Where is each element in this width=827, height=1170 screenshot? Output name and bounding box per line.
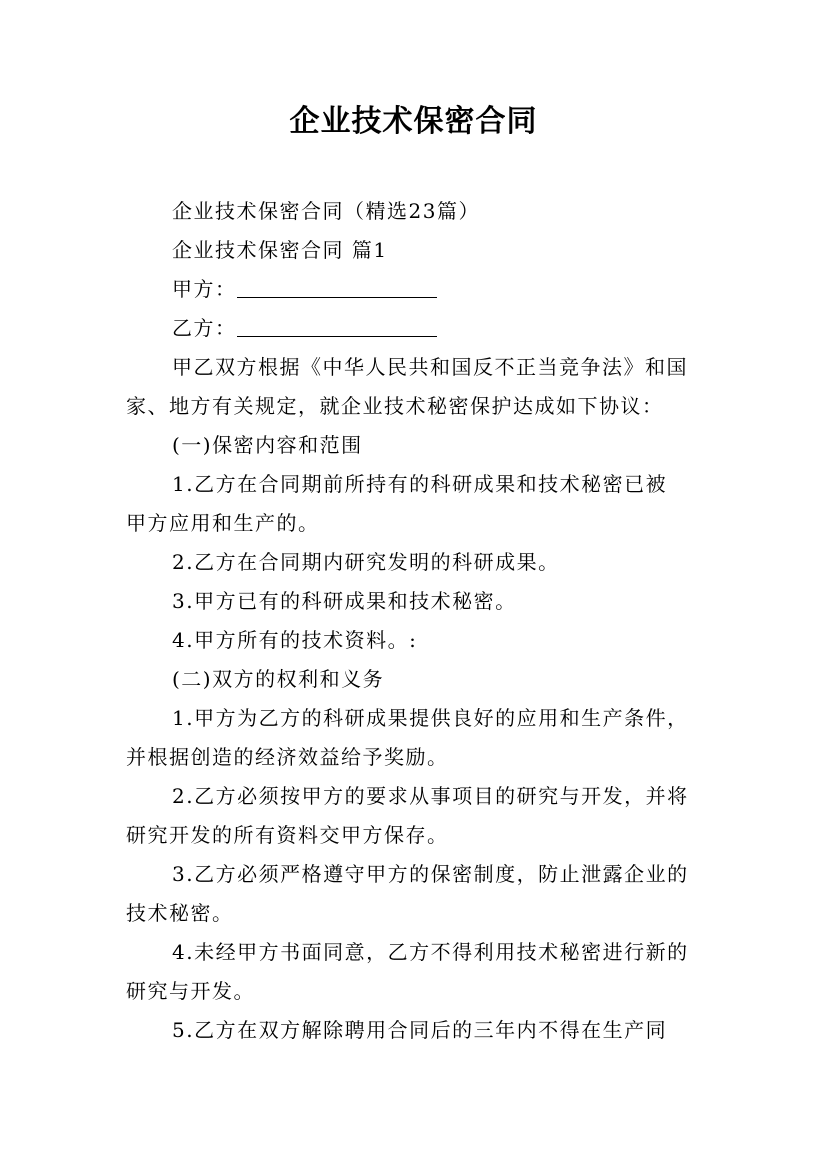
party-a-label: 甲方： (172, 277, 237, 301)
paragraph-line: 甲方应用和生产的。 (126, 511, 320, 535)
paragraph-line: 1.乙方在合同期前所持有的科研成果和技术秘密已被 (172, 472, 668, 496)
clause-heading: (二)双方的权利和义务 (172, 667, 385, 691)
paragraph-line: 2.乙方必须按甲方的要求从事项目的研究与开发，并将 (172, 784, 689, 808)
party-b-line (126, 309, 706, 348)
paragraph-line: 家、地方有关规定，就企业技术秘密保护达成如下协议： (126, 394, 664, 418)
paragraph-line: 研究与开发。 (126, 979, 255, 1003)
paragraph-line: 3.甲方已有的科研成果和技术秘密。 (172, 589, 517, 613)
paragraph-line: 2.乙方在合同期内研究发明的科研成果。 (172, 550, 560, 574)
party-a-line (126, 270, 706, 309)
document-body (126, 192, 706, 1050)
section-heading: 企业技术保密合同 篇1 (172, 238, 388, 262)
party-a-blank (237, 275, 437, 298)
document-title: 企业技术保密合同 (289, 104, 538, 139)
paragraph-line: 1.甲方为乙方的科研成果提供良好的应用和生产条件， (172, 706, 689, 730)
subtitle-line: 企业技术保密合同（精选23篇） (172, 199, 480, 223)
paragraph-line: 并根据创造的经济效益给予奖励。 (126, 745, 449, 769)
party-b-label: 乙方： (172, 316, 237, 340)
party-b-blank (237, 314, 437, 337)
paragraph-line: 5.乙方在双方解除聘用合同后的三年内不得在生产同 (172, 1018, 668, 1042)
clause-heading: (一)保密内容和范围 (172, 433, 363, 457)
paragraph-line: 4.甲方所有的技术资料。: (172, 628, 418, 652)
paragraph-line: 4.未经甲方书面同意，乙方不得利用技术秘密进行新的 (172, 940, 689, 964)
paragraph-line: 技术秘密。 (126, 901, 234, 925)
paragraph-line: 甲乙双方根据《中华人民共和国反不正当竞争法》和国 (172, 355, 688, 379)
paragraph-line: 3.乙方必须严格遵守甲方的保密制度，防止泄露企业的 (172, 862, 689, 886)
paragraph-line: 研究开发的所有资料交甲方保存。 (126, 823, 449, 847)
